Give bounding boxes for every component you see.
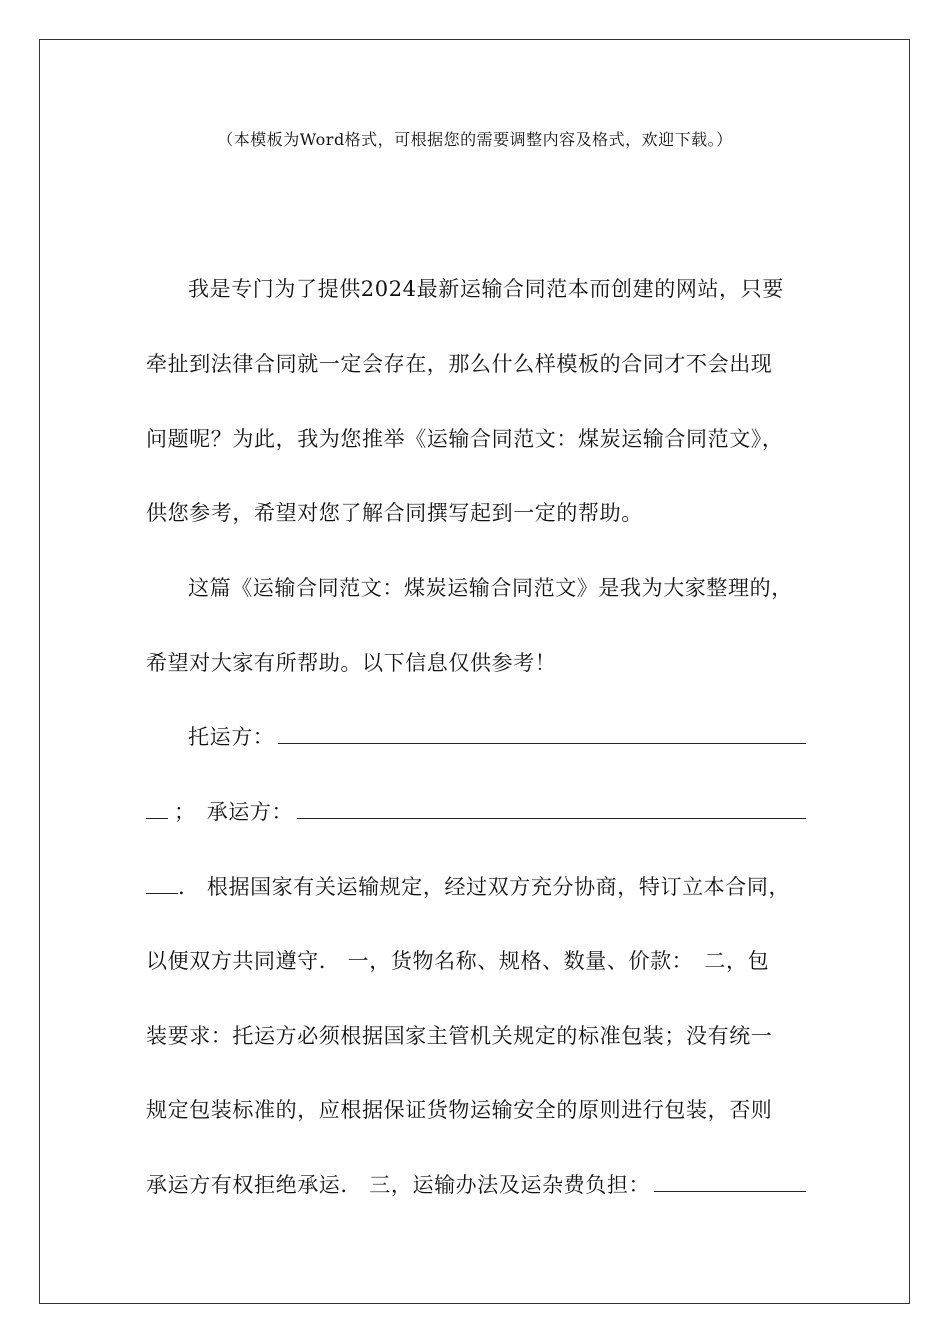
transport-cost-blank [654,1171,806,1192]
intro-line-3: 问题呢？为此，我为您推举《运输合同范文：煤炭运输合同范文》， [146,427,784,451]
carrier-blank [297,798,806,819]
intro-line-1: 我是专门为了提供2024最新运输合同范本而创建的网站，只要 [188,277,784,301]
carrier-blank-end [146,873,178,894]
intro2-line-1: 这篇《运输合同范文：煤炭运输合同范文》是我为大家整理的， [188,576,793,600]
shipper-blank [278,723,806,744]
intro-line-2: 牵扯到法律合同就一定会存在，那么什么样模板的合同才不会出现 [146,352,773,376]
shipper-label: 托运方： [188,725,275,749]
contract-line-5: 装要求：托运方必须根据国家主管机关规定的标准包装；没有统一 [146,1024,773,1048]
contract-line-3-text: . 根据国家有关运输规定，经过双方充分协商，特订立本合同， [178,875,791,899]
shipper-line [188,722,806,752]
contract-line-4: 以便双方共同遵守. 一，货物名称、规格、数量、价款： 二，包 [146,949,770,973]
contract-line-6: 规定包装标准的，应根据保证货物运输安全的原则进行包装，否则 [146,1098,773,1122]
intro2-line-2: 希望对大家有所帮助。以下信息仅供参考！ [146,651,557,675]
carrier-line [146,797,806,827]
template-note: （本模板为Word格式，可根据您的需要调整内容及格式，欢迎下载。） [217,130,733,149]
contract-line-7 [146,1170,806,1200]
contract-line-3 [146,872,806,902]
intro-line-4: 供您参考，希望对您了解合同撰写起到一定的帮助。 [146,501,643,525]
shipper-blank-end [146,798,168,819]
carrier-label: ； 承运方： [174,800,294,824]
contract-line-7-text: 承运方有权拒绝承运. 三，运输办法及运杂费负担： [146,1173,651,1197]
